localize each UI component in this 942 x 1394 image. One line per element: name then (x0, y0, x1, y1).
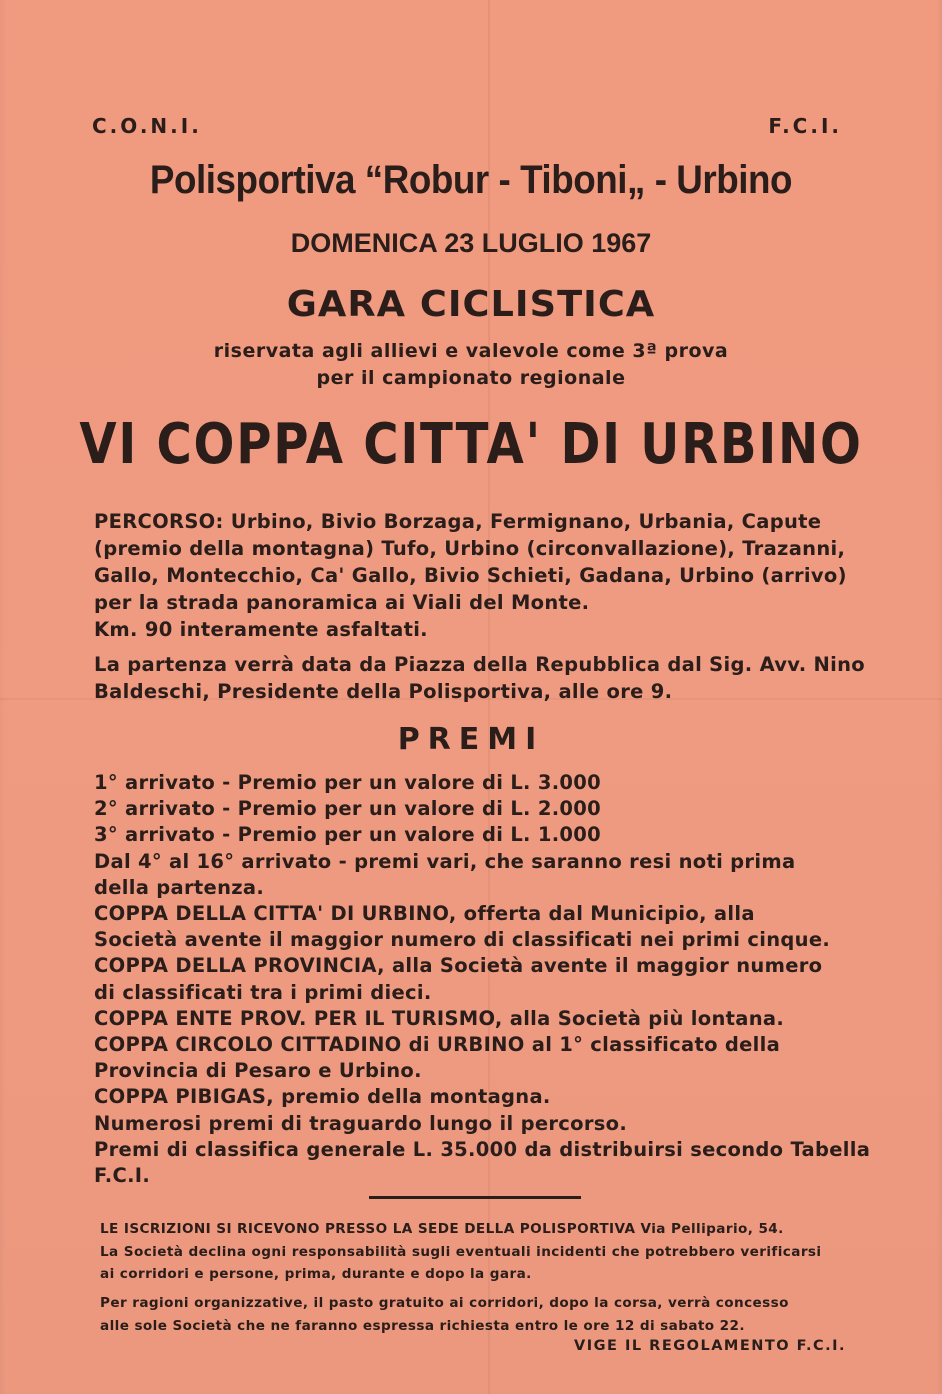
route-line: (premio della montagna) Tufo, Urbino (circonvallazione), Trazanni, (94, 537, 846, 560)
prizes-title: PREMI (397, 722, 545, 757)
start-line: La partenza verrà data da Piazza della Repubblica dal Sig. Avv. Nino (94, 653, 865, 676)
route-line: per la strada panoramica ai Viali del Monte. (94, 591, 590, 614)
route-line: Km. 90 interamente asfaltati. (94, 618, 428, 641)
prize-line: 2° arrivato - Premio per un valore di L. 2.000 (94, 797, 602, 821)
prize-line: COPPA CIRCOLO CITTADINO di URBINO al 1° classificato della (94, 1033, 781, 1057)
event-name: GARA CICLISTICA (286, 284, 656, 325)
route-section (94, 508, 854, 643)
divider-rule (369, 1196, 581, 1199)
regulation-note: VIGE IL REGOLAMENTO F.C.I. (574, 1338, 846, 1354)
prize-line: di classificati tra i primi dieci. (94, 980, 432, 1004)
prize-line: della partenza. (94, 875, 265, 899)
prize-line: Provincia di Pesaro e Urbino. (94, 1059, 422, 1083)
prize-line: COPPA DELLA CITTA' DI URBINO, offerta dal Municipio, alla (94, 902, 755, 926)
route-line: Gallo, Montecchio, Ca' Gallo, Bivio Schieti, Gadana, Urbino (arrivo) (94, 564, 847, 587)
organization-title: Polisportiva “Robur - Tiboni„ - Urbino (149, 158, 793, 202)
meal-line: Per ragioni organizzative, il pasto gratuito ai corridori, dopo la corsa, verrà concesso (100, 1295, 789, 1311)
fci-label: F.C.I. (768, 114, 842, 138)
prize-line: Società avente il maggior numero di classificati nei primi cinque. (94, 928, 831, 952)
prizes-section (94, 770, 871, 1189)
subtitle-line-2: per il campionato regionale (316, 367, 626, 389)
meal-notes (100, 1292, 789, 1337)
registration-line: LE ISCRIZIONI SI RICEVONO PRESSO LA SEDE DELLA POLISPORTIVA Via Pellipario, 54. (100, 1221, 784, 1237)
prize-line: COPPA ENTE PROV. PER IL TURISMO, alla Società più lontana. (94, 1006, 785, 1030)
coni-label: C.O.N.I. (92, 114, 202, 138)
route-line: PERCORSO: Urbino, Bivio Borzaga, Fermignano, Urbania, Capute (94, 510, 822, 533)
prize-line: Dal 4° al 16° arrivato - premi vari, che saranno resi noti prima (94, 849, 796, 873)
prize-line: COPPA DELLA PROVINCIA, alla Società avente il maggior numero (94, 954, 823, 978)
prize-line: Numerosi premi di traguardo lungo il percorso. (94, 1111, 628, 1135)
meal-line: alle sole Società che ne faranno espressa richiesta entro le ore 12 di sabato 22. (100, 1317, 745, 1334)
registration-line: La Società declina ogni responsabilità sugli eventuali incidenti che potrebbero verificarsi (100, 1243, 822, 1260)
cup-title: VI COPPA CITTA' DI URBINO (79, 412, 863, 477)
event-date: DOMENICA 23 LUGLIO 1967 (290, 228, 652, 258)
registration-notes (100, 1218, 821, 1286)
prize-line: 3° arrivato - Premio per un valore di L. 1.000 (94, 823, 602, 847)
start-section (94, 651, 865, 705)
prize-line: 1° arrivato - Premio per un valore di L. 3.000 (94, 771, 602, 794)
prize-line: F.C.I. (94, 1164, 151, 1188)
prize-line: Premi di classifica generale L. 35.000 da distribuirsi secondo Tabella (94, 1137, 871, 1161)
start-line: Baldeschi, Presidente della Polisportiva, alle ore 9. (94, 680, 673, 703)
prize-line: COPPA PIBIGAS, premio della montagna. (94, 1085, 551, 1109)
registration-line: ai corridori e persone, prima, durante e dopo la gara. (100, 1266, 532, 1282)
subtitle-line-1: riservata agli allievi e valevole come 3ª prova (213, 340, 729, 362)
